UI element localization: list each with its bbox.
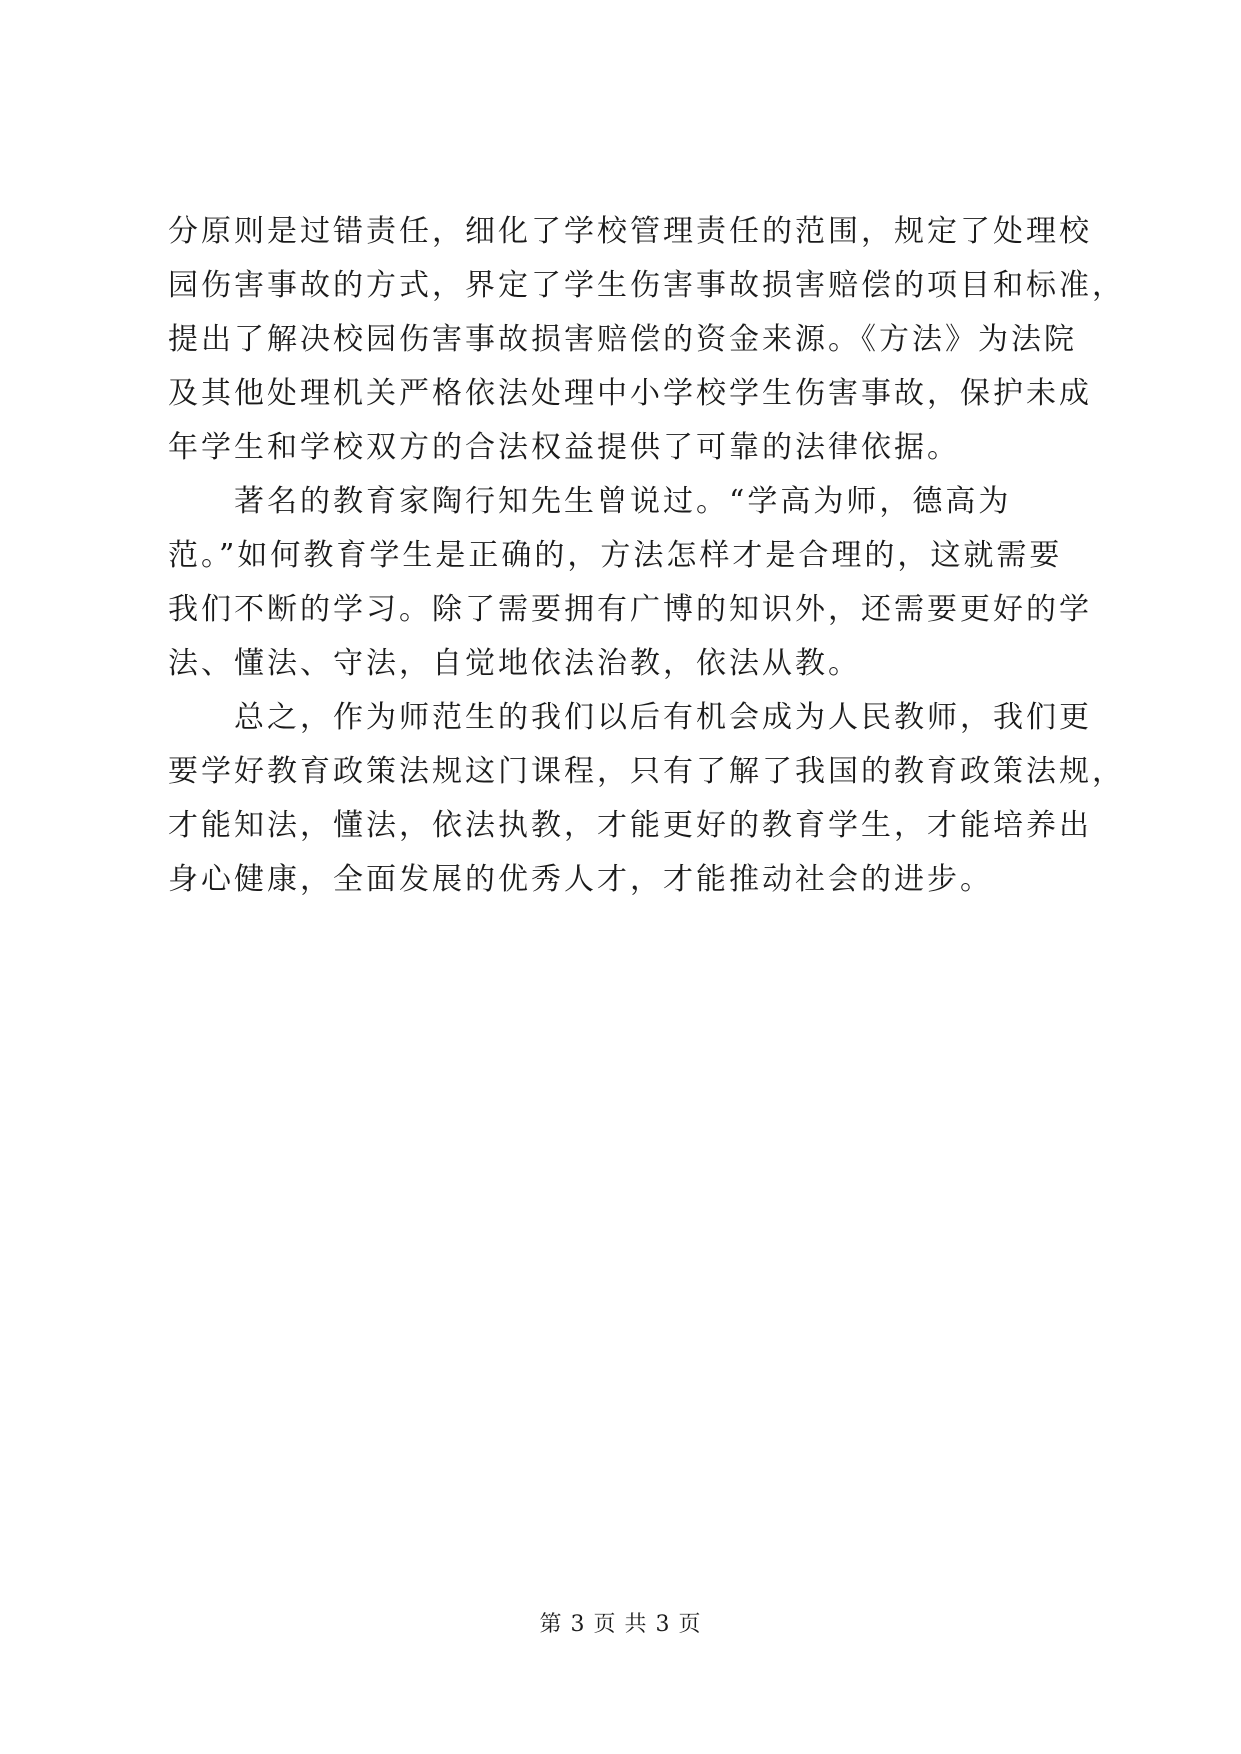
page-number-label: 第 3 页 共 3 页 (539, 1612, 702, 1637)
text-line: 园伤害事故的方式，界定了学生伤害事故损害赔偿的项目和标准， (168, 268, 1125, 303)
text-line: 总之，作为师范生的我们以后有机会成为人民教师，我们更 (168, 700, 1092, 735)
paragraph-1 (168, 205, 1125, 475)
paragraph-2 (168, 475, 1118, 691)
text-line: 身心健康，全面发展的优秀人才，才能推动社会的进步。 (168, 862, 993, 897)
text-line: 提出了解决校园伤害事故损害赔偿的资金来源。《方法》为法院 (168, 322, 1077, 357)
text-line: 法、懂法、守法，自觉地依法治教，依法从教。 (168, 646, 861, 681)
text-line: 才能知法，懂法，依法执教，才能更好的教育学生，才能培养出 (168, 808, 1092, 843)
text-line: 范。”如何教育学生是正确的，方法怎样才是合理的，这就需要 (168, 538, 1063, 573)
text-line: 及其他处理机关严格依法处理中小学校学生伤害事故，保护未成 (168, 376, 1092, 411)
document-body (168, 205, 1125, 907)
page-footer (0, 1610, 1241, 1640)
text-line: 分原则是过错责任，细化了学校管理责任的范围，规定了处理校 (168, 214, 1092, 249)
text-line: 著名的教育家陶行知先生曾说过。“学高为师，德高为 (168, 484, 1012, 519)
text-line: 年学生和学校双方的合法权益提供了可靠的法律依据。 (168, 430, 960, 465)
text-line: 我们不断的学习。除了需要拥有广博的知识外，还需要更好的学 (168, 592, 1092, 627)
text-line: 要学好教育政策法规这门课程，只有了解了我国的教育政策法规， (168, 754, 1125, 789)
paragraph-3 (168, 691, 1125, 907)
